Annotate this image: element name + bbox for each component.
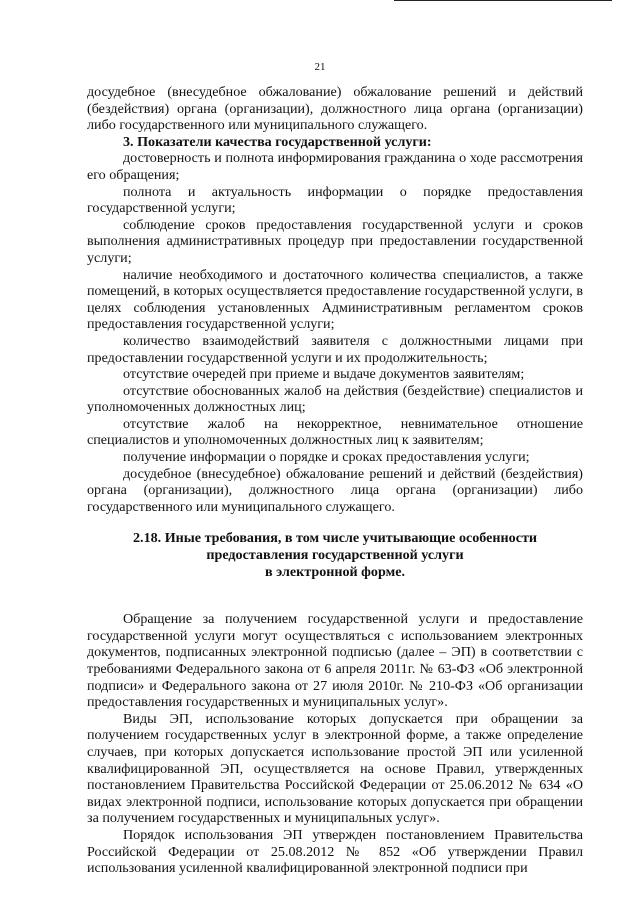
- body-paragraph: Виды ЭП, использование которых допускается при обращении за получением государственных услуг в электронной форме, а также определение случаев, при которых допускается использование простой ЭП или усиленной квалифицированной ЭП, осуществляется на основе Правил, утвержденных постановлением Правительства Российской Федерации от 25.06.2012 № 634 «О видах электронной подписи, использование которых допускается при обращении за получением государственных и муниципальных услуг».: [87, 710, 583, 827]
- paragraph: досудебное (внесудебное обжалование) обжалование решений и действий (бездействия) органа (организации), должностного лица органа (организации) либо государственного или муниципального служащего.: [87, 84, 583, 134]
- quality-item: полнота и актуальность информации о порядке предоставления государственной услуги;: [87, 183, 583, 217]
- quality-title: 3. Показатели качества государственной услуги:: [123, 133, 432, 150]
- section-heading-line: предоставления государственной услуги: [206, 547, 464, 564]
- section-heading-line: 2.18. Иные требования, в том числе учитывающие особенности: [133, 530, 537, 547]
- quality-item: отсутствие жалоб на некорректное, невнимательное отношение специалистов и уполномоченных должностных лиц к заявителям;: [87, 415, 583, 449]
- body-paragraph: Обращение за получением государственной услуги и предоставление государственной услуги могут осуществляться с использованием электронных документов, подписанных электронной подписью (далее – ЭП) в соответствии с требованиями Федерального закона от 6 апреля 2011г. № 63-ФЗ «Об электронной подписи» и Федерального закона от 27 июля 2010г. № 210-ФЗ «Об организации предоставления государственных и муниципальных услуг».: [87, 611, 583, 711]
- quality-item: получение информации о порядке и сроках предоставления услуги;: [123, 449, 530, 466]
- quality-item: наличие необходимого и достаточного количества специалистов, а также помещений, в которых осуществляется предоставление государственной услуги, в целях соблюдения установленных Административным регламентом сроков предоставления государственной услуги;: [87, 266, 583, 333]
- top-border-line: [394, 0, 612, 1]
- document-body: [87, 84, 583, 877]
- quality-item: количество взаимодействий заявителя с должностными лицами при предоставлении государственной услуги и их продолжительность;: [87, 332, 583, 366]
- section-heading: [87, 530, 583, 580]
- body-paragraph: Порядок использования ЭП утвержден постановлением Правительства Российской Федерации от 25.08.2012 № 852 «Об утверждении Правил использования усиленной квалифицированной электронной подписи при: [87, 826, 583, 877]
- quality-item: соблюдение сроков предоставления государственной услуги и сроков выполнения административных процедур при предоставлении государственной услуги;: [87, 216, 583, 266]
- quality-item: достоверность и полнота информирования гражданина о ходе рассмотрения его обращения;: [87, 150, 583, 183]
- quality-item: досудебное (внесудебное) обжалование решений и действий (бездействия) органа (организации), должностного лица органа (организации) либо государственного или муниципального служащего.: [87, 465, 583, 515]
- quality-item: отсутствие обоснованных жалоб на действия (бездействие) специалистов и уполномоченных должностных лиц;: [87, 382, 583, 416]
- section-heading-line: в электронной форме.: [265, 563, 405, 580]
- quality-item: отсутствие очередей при приеме и выдаче документов заявителям;: [123, 366, 525, 383]
- page-number: 21: [314, 61, 326, 73]
